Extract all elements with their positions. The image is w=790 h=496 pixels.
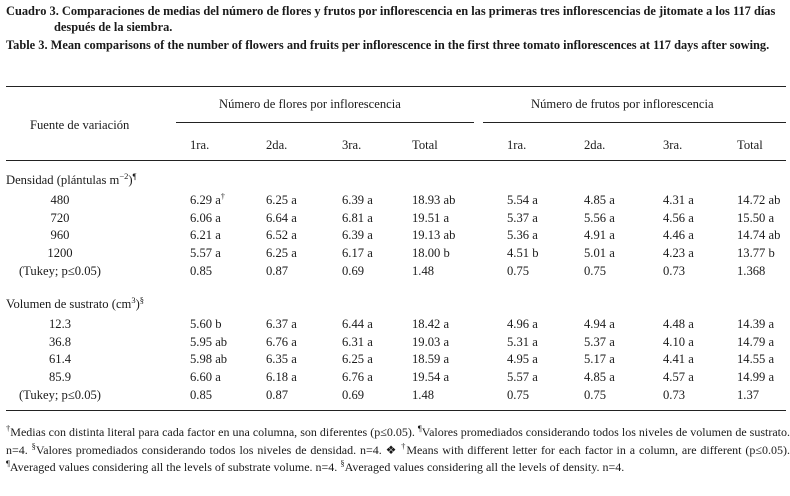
footnote-mark-section: § — [31, 440, 36, 451]
cell-value: 5.01 a — [584, 246, 615, 261]
table-cell — [342, 192, 373, 208]
table-cell — [507, 351, 538, 367]
table-cell — [342, 263, 364, 279]
cell-value: 19.13 ab — [412, 228, 456, 243]
table-cell — [412, 245, 450, 261]
cell-value: 19.03 a — [412, 334, 450, 349]
section-title-text: Densidad (plántulas m — [6, 173, 120, 187]
cell-value: 4.56 a — [663, 210, 694, 225]
table-cell — [266, 351, 297, 367]
table-cell — [412, 387, 434, 403]
table-cell — [342, 387, 364, 403]
cell-value: 6.25 a — [342, 352, 373, 367]
cell-value: 6.06 a — [190, 210, 221, 225]
cell-value: 1.48 — [412, 387, 435, 402]
section-title — [6, 296, 144, 312]
footnote-text-es-3: Valores promediados considerando todos los niveles de densidad. n=4. ❖ — [35, 442, 402, 457]
section-title-text: Volumen de sustrato (cm — [6, 297, 132, 311]
cell-value: 6.44 a — [342, 317, 373, 331]
cell-value: 5.54 a — [507, 193, 538, 207]
table-cell — [663, 334, 694, 350]
cell-value: 1.368 — [737, 263, 766, 278]
cell-value: 6.60 a — [190, 370, 221, 385]
cell-value: 4.94 a — [584, 317, 615, 331]
cell-value: 19.54 a — [412, 370, 450, 385]
cell-value: 18.42 a — [412, 317, 450, 331]
table-cell — [663, 263, 685, 279]
cell-value: 0.69 — [342, 263, 365, 278]
footnote-text-es-2: Valores promediados considerando todos los niveles de volumen de sustrato. n=4. — [6, 425, 790, 457]
table-cell — [584, 369, 615, 385]
table-cell — [507, 316, 538, 332]
cell-value: 18.59 a — [412, 352, 450, 367]
table-cell — [737, 245, 775, 261]
cell-value: 6.18 a — [266, 370, 297, 385]
cell-value: 0.87 — [266, 263, 289, 278]
header-bottom-rule — [6, 160, 786, 161]
table-cell — [412, 351, 449, 367]
footnote-mark-dagger: † — [6, 423, 11, 433]
table-cell — [663, 316, 694, 332]
table-cell — [412, 334, 449, 350]
column-header: 1ra. — [190, 138, 210, 152]
table-cell — [266, 192, 297, 208]
cell-value: 6.25 a — [266, 246, 297, 261]
footnote-text-en-3: Averaged values considering all the levels of density. n=4. — [344, 460, 625, 474]
table-cell — [190, 263, 212, 279]
table-cell — [266, 369, 297, 385]
table-cell — [190, 351, 227, 367]
table-cell — [737, 334, 774, 350]
cell-value: 15.50 a — [737, 210, 775, 225]
table-cell — [266, 227, 297, 243]
table-cell — [507, 210, 538, 226]
column-header: 3ra. — [342, 138, 362, 152]
table-cell — [342, 227, 373, 243]
cell-value: 5.17 a — [584, 352, 615, 367]
cell-value: 5.36 a — [507, 228, 538, 243]
table-cell — [412, 369, 449, 385]
cell-value: 5.98 ab — [190, 352, 228, 367]
cell-value: 4.95 a — [507, 352, 538, 367]
cell-value: 5.56 a — [584, 210, 615, 225]
table-cell — [663, 351, 694, 367]
cell-value: 4.85 a — [584, 370, 615, 385]
cell-value: 19.51 a — [412, 210, 450, 225]
cell-value: 0.75 — [507, 263, 530, 278]
cell-value: 14.99 a — [737, 370, 775, 385]
table-cell — [266, 334, 297, 350]
column-header: 2da. — [266, 138, 288, 152]
cell-value: 4.57 a — [663, 370, 694, 385]
cell-value: 0.75 — [584, 387, 607, 402]
cell-value: 0.75 — [507, 387, 530, 402]
table-cell — [584, 263, 606, 279]
cell-value: 4.23 a — [663, 246, 694, 261]
row-label: (Tukey; p≤0.05) — [18, 263, 101, 278]
caption-english: Table 3. Mean comparisons of the number of flowers and fruits per inflorescence in the first three tomato inflorescences at 117 days after sowing. — [6, 38, 770, 52]
table-cell — [584, 334, 615, 350]
cell-value: 18.00 b — [412, 246, 450, 261]
row-label: (Tukey; p≤0.05) — [18, 387, 101, 402]
cell-value: 4.10 a — [663, 334, 694, 349]
cell-value: 5.57 a — [190, 246, 221, 261]
cell-value: 4.48 a — [663, 317, 694, 331]
footnote-mark-pilcrow-en: ¶ — [6, 458, 10, 468]
table-cell — [190, 334, 227, 350]
header-source: Fuente de variación — [30, 118, 130, 132]
cell-value: 6.37 a — [266, 317, 297, 331]
table-footnote — [6, 424, 790, 477]
table-cell — [266, 210, 297, 226]
section-title-exponent: 3 — [131, 294, 136, 305]
cell-value: 13.77 b — [737, 246, 775, 261]
column-header: Total — [412, 138, 438, 152]
table-cell — [663, 387, 685, 403]
header-flowers: Número de flores por inflorescencia — [219, 97, 401, 111]
table-cell — [190, 245, 221, 261]
table-cell — [266, 245, 297, 261]
section-title-footnote-mark: ¶ — [132, 170, 137, 181]
row-label: 12.3 — [48, 317, 72, 331]
cell-value: 4.31 a — [663, 193, 694, 207]
cell-value: 1.48 — [412, 263, 435, 278]
section-title — [6, 172, 136, 188]
column-header: 3ra. — [663, 138, 683, 152]
table-cell — [342, 351, 373, 367]
row-label: 1200 — [47, 246, 73, 261]
table-cell — [190, 192, 225, 208]
footnote-mark-pilcrow: ¶ — [417, 423, 422, 433]
cell-value: 6.31 a — [342, 334, 373, 349]
table-cell — [663, 227, 694, 243]
cell-value: 0.85 — [190, 387, 213, 402]
footnote-text-en-1: Means with different letter for each factor in a column, are different (p≤0.05). — [406, 442, 790, 457]
cell-value: 0.87 — [266, 387, 289, 402]
table-cell — [412, 227, 455, 243]
column-header: Total — [737, 138, 763, 152]
cell-value: 5.31 a — [507, 334, 538, 349]
row-label: 960 — [50, 228, 70, 243]
cell-value: 5.95 ab — [190, 334, 228, 349]
row-label: 480 — [50, 193, 70, 207]
table-cell — [584, 210, 615, 226]
table-cell — [737, 227, 780, 243]
table-cell — [190, 316, 221, 332]
table-cell — [584, 316, 615, 332]
cell-value: 0.85 — [190, 263, 213, 278]
table-cell — [737, 369, 774, 385]
table-cell — [584, 227, 615, 243]
table-cell — [737, 316, 774, 332]
cell-value: 6.76 a — [342, 370, 373, 385]
table-cell — [663, 192, 694, 208]
row-label: 61.4 — [48, 352, 72, 367]
cell-value: 0.73 — [663, 263, 686, 278]
row-label: 720 — [50, 210, 70, 225]
table-cell — [737, 210, 774, 226]
cell-value: 6.52 a — [266, 228, 297, 243]
row-label: 85.9 — [48, 370, 72, 385]
table-cell — [663, 210, 694, 226]
section-title-exponent: −2 — [119, 170, 129, 181]
top-rule — [6, 86, 786, 87]
table-cell — [412, 316, 449, 332]
cell-value: 14.72 ab — [737, 193, 781, 207]
fruits-subrule — [483, 122, 786, 123]
table-cell — [342, 334, 373, 350]
section-title-close: ) — [135, 297, 140, 311]
cell-value: 4.51 b — [507, 246, 539, 261]
cell-value: 6.29 a — [190, 193, 221, 207]
cell-value: 6.21 a — [190, 228, 221, 243]
table-cell — [412, 192, 455, 208]
cell-value: 4.91 a — [584, 228, 615, 243]
column-header: 2da. — [584, 138, 606, 152]
cell-value: 5.60 b — [190, 317, 222, 331]
cell-value: 6.39 a — [342, 193, 373, 207]
section-title-footnote-mark: § — [139, 294, 145, 305]
table-cell — [342, 316, 373, 332]
section-title-close: ) — [128, 173, 133, 187]
cell-value: 14.74 ab — [737, 228, 781, 243]
caption-spanish: Cuadro 3. Comparaciones de medias del número de flores y frutos por inflorescencia en las primeras tres inflorescencias de jitomate a los 117 días después de la siembra. — [6, 4, 776, 34]
cell-value: 6.17 a — [342, 246, 373, 261]
table-cell — [266, 263, 288, 279]
table-cell — [584, 192, 615, 208]
table-cell — [507, 192, 538, 208]
column-header: 1ra. — [507, 138, 527, 152]
table-cell — [266, 316, 297, 332]
cell-value: 1.37 — [737, 387, 760, 402]
table-cell — [737, 387, 759, 403]
table-cell — [190, 387, 212, 403]
table-cell — [737, 192, 780, 208]
table-cell — [507, 387, 529, 403]
row-label: 36.8 — [48, 334, 72, 349]
footnote-mark-dagger-en: † — [401, 440, 407, 451]
cell-value: 5.37 a — [507, 210, 538, 225]
bottom-rule — [6, 410, 786, 411]
table-cell — [190, 210, 221, 226]
cell-value: 4.96 a — [507, 317, 538, 331]
table-cell — [507, 369, 538, 385]
cell-value: 6.76 a — [266, 334, 297, 349]
cell-footnote-mark: † — [220, 190, 226, 201]
table-cell — [190, 227, 221, 243]
cell-value: 5.57 a — [507, 370, 538, 385]
cell-value: 14.39 a — [737, 317, 775, 331]
footnote-text-es-1: Medias con distinta literal para cada factor en una columna, son diferentes (p≤0.05). — [10, 425, 418, 439]
cell-value: 6.39 a — [342, 228, 373, 243]
cell-value: 4.85 a — [584, 193, 615, 207]
footnote-mark-section-en: § — [340, 458, 345, 468]
cell-value: 0.75 — [584, 263, 607, 278]
table-cell — [737, 351, 774, 367]
table-cell — [663, 369, 694, 385]
table-cell — [342, 369, 373, 385]
table-cell — [266, 387, 288, 403]
cell-value: 6.25 a — [266, 193, 297, 207]
table-cell — [507, 227, 538, 243]
table-cell — [663, 245, 694, 261]
table-cell — [507, 245, 538, 261]
cell-value: 4.41 a — [663, 352, 694, 367]
table-cell — [507, 334, 538, 350]
table-cell — [412, 210, 449, 226]
cell-value: 18.93 ab — [412, 193, 456, 207]
table-cell — [584, 245, 615, 261]
cell-value: 6.81 a — [342, 210, 373, 225]
table-cell — [584, 387, 606, 403]
cell-value: 0.73 — [663, 387, 686, 402]
table-cell — [507, 263, 529, 279]
cell-value: 6.35 a — [266, 352, 297, 367]
cell-value: 4.46 a — [663, 228, 694, 243]
cell-value: 6.64 a — [266, 210, 297, 225]
cell-value: 5.37 a — [584, 334, 615, 349]
footnote-text-en-2: Averaged values considering all the levels of substrate volume. n=4. — [9, 460, 341, 474]
table-cell — [190, 369, 221, 385]
table-cell — [342, 210, 373, 226]
cell-value: 0.69 — [342, 387, 365, 402]
header-fruits: Número de frutos por inflorescencia — [531, 97, 714, 111]
cell-value: 14.79 a — [737, 334, 775, 349]
flowers-subrule — [176, 122, 474, 123]
table-cell — [584, 351, 615, 367]
table-cell — [342, 245, 373, 261]
table-cell — [412, 263, 434, 279]
table-cell — [737, 263, 765, 279]
table-caption — [6, 3, 786, 53]
cell-value: 14.55 a — [737, 352, 775, 367]
